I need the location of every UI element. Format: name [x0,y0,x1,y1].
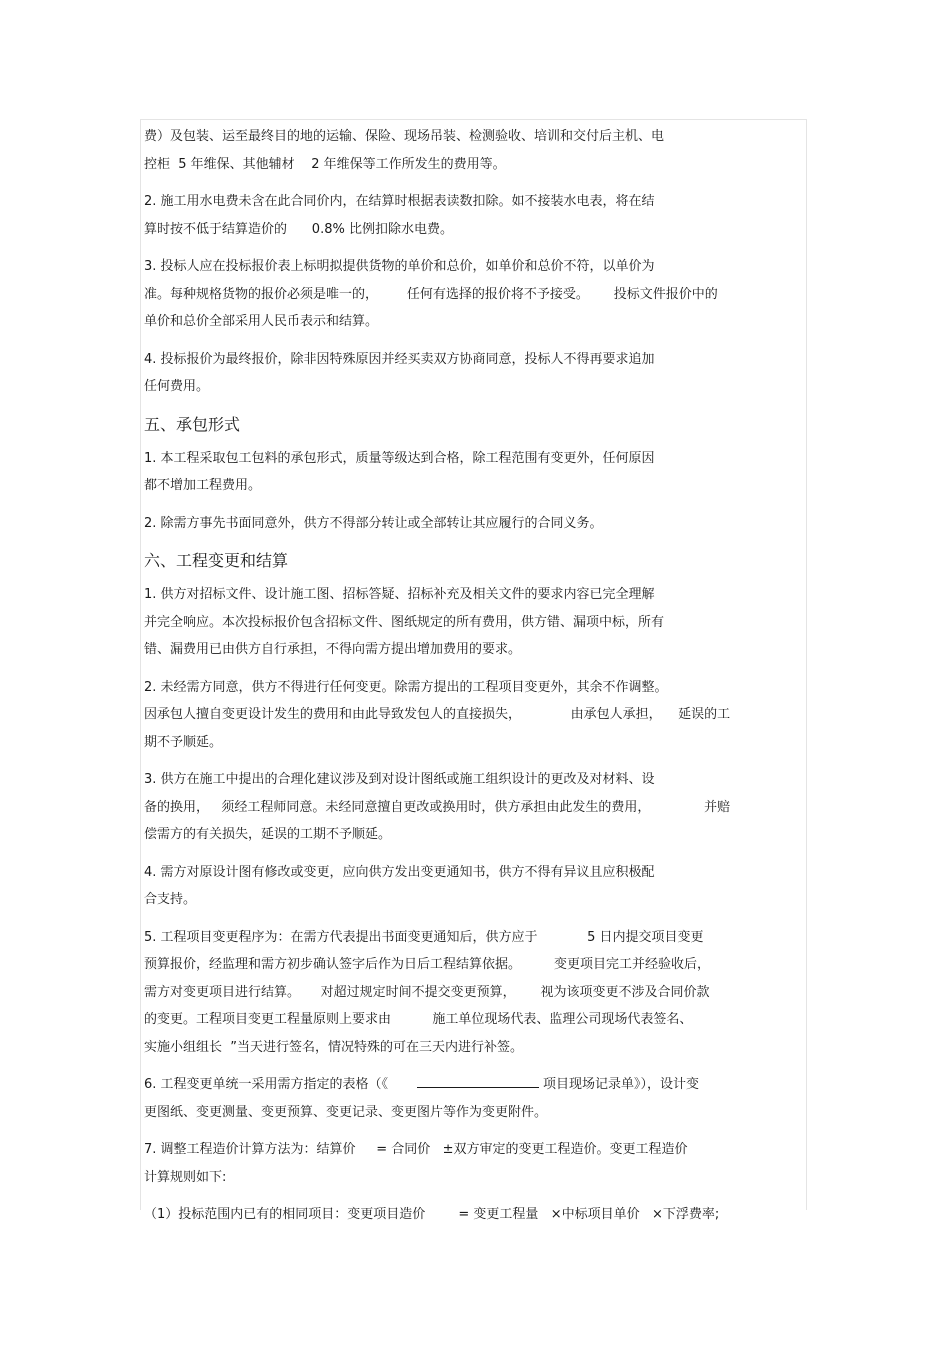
text-line: 1. 本工程采取包工包料的承包形式，质量等级达到合格，除工程范围有变更外，任何原因 [144,450,655,466]
text-line: 1. 供方对招标文件、设计施工图、招标答疑、招标补充及相关文件的要求内容已完全理解 [144,587,655,602]
text-line: 2. 施工用水电费未含在此合同价内，在结算时根据表读数扣除。如不接装水电表，将在结 [144,194,655,209]
paragraph-rationalization [144,766,800,849]
paragraph-unit-price [144,253,800,336]
text-line: 费）及包装、运至最终目的地的运输、保险、现场吊装、检测验收、培训和交付后主机、电 [144,129,665,144]
text-line: 更图纸、变更测量、变更预算、变更记录、变更图片等作为变更附件。 [144,1104,548,1120]
paragraph-no-changes [144,674,800,757]
paragraph-utility-fees [144,188,800,243]
text-line: 4. 投标报价为最终报价，除非因特殊原因并经买卖双方协商同意，投标人不得再要求追加 [144,351,655,367]
text-line: 错、漏费用已由供方自行承担，不得向需方提出增加费用的要求。 [144,642,522,657]
paragraph-change-form [144,1071,800,1126]
paragraph-change-procedure [144,924,800,1062]
paragraph-cost-scope [144,123,800,178]
text-line: 合支持。 [144,892,197,907]
text-line: 单价和总价全部采用人民币表示和结算。 [144,314,379,329]
text-line: 控柜 5 年维保、其他辅材 2 年维保等工作所发生的费用等。 [144,156,506,172]
text-line: 4. 需方对原设计图有修改或变更，应向供方发出变更通知书，供方不得有异议且应积极配 [144,864,655,880]
text-line: 并完全响应。本次投标报价包含招标文件、图纸规定的所有费用，供方错、漏项中标，所有 [144,614,665,630]
text-line: 需方对变更项目进行结算。 对超过规定时间不提交变更预算， 视为该项变更不涉及合同价款 [144,984,710,1000]
paragraph-turnkey [144,445,800,500]
fill-in-blank [417,1075,539,1088]
text-line: 期不予顺延。 [144,734,223,750]
text-line: （1）投标范围内已有的相同项目：变更项目造价 = 变更工程量 ×中标项目单价 ×下浮费率; [144,1207,720,1222]
paragraph-no-transfer [144,510,800,538]
text-segment: 项目现场记录单》），设计变 [542,1077,699,1092]
text-line: 2. 除需方事先书面同意外，供方不得部分转让或全部转让其应履行的合同义务。 [144,515,603,531]
paragraph-price-adjustment [144,1136,800,1191]
text-line: 7. 调整工程造价计算方法为：结算价 = 合同价 ±双方审定的变更工程造价。变更工程造价 [144,1142,688,1157]
text-line [144,1071,800,1099]
paragraph-full-understanding [144,581,800,664]
text-line: 的变更。工程项目变更工程量原则上要求由 施工单位现场代表、监理公司现场代表签名、 [144,1012,693,1027]
text-line: 计算规则如下: [144,1169,227,1185]
text-line: 2. 未经需方同意，供方不得进行任何变更。除需方提出的工程项目变更外，其余不作调整。 [144,679,668,695]
paragraph-design-modification [144,859,800,914]
text-line: 都不增加工程费用。 [144,478,262,493]
text-segment: 6. 工程变更单统一采用需方指定的表格（《 [144,1077,417,1092]
text-line: 任何费用。 [144,379,210,394]
section-heading-contract-form: 五、承包形式 [144,414,241,434]
text-line: 实施小组组长 ”当天进行签名，情况特殊的可在三天内进行补签。 [144,1039,523,1055]
text-line: 5. 工程项目变更程序为：在需方代表提出书面变更通知后，供方应于 5 日内提交项目变更 [144,929,704,945]
paragraph-rule-1 [144,1201,800,1229]
text-line: 3. 供方在施工中提出的合理化建议涉及到对设计图纸或施工组织设计的更改及对材料、设 [144,772,655,787]
text-line: 3. 投标人应在投标报价表上标明拟提供货物的单价和总价，如单价和总价不符，以单价为 [144,259,655,274]
text-line: 偿需方的有关损失，延误的工期不予顺延。 [144,827,392,842]
section-heading-changes-settlement: 六、工程变更和结算 [144,551,289,570]
text-line: 因承包人擅自变更设计发生的费用和由此导致发包人的直接损失， 由承包人承担， 延误的工 [144,707,731,722]
text-line: 备的换用， 须经工程师同意。未经同意擅自更改或换用时，供方承担由此发生的费用， 并赔 [144,799,731,815]
text-line: 预算报价，经监理和需方初步确认签字后作为日后工程结算依据。 变更项目完工并经验收后， [144,957,711,972]
text-line: 算时按不低于结算造价的 0.8% 比例扣除水电费。 [144,221,453,237]
document-body [144,123,800,1239]
text-line: 准。每种规格货物的报价必须是唯一的， 任何有选择的报价将不予接受。 投标文件报价中的 [144,286,718,302]
paragraph-final-quote [144,346,800,401]
